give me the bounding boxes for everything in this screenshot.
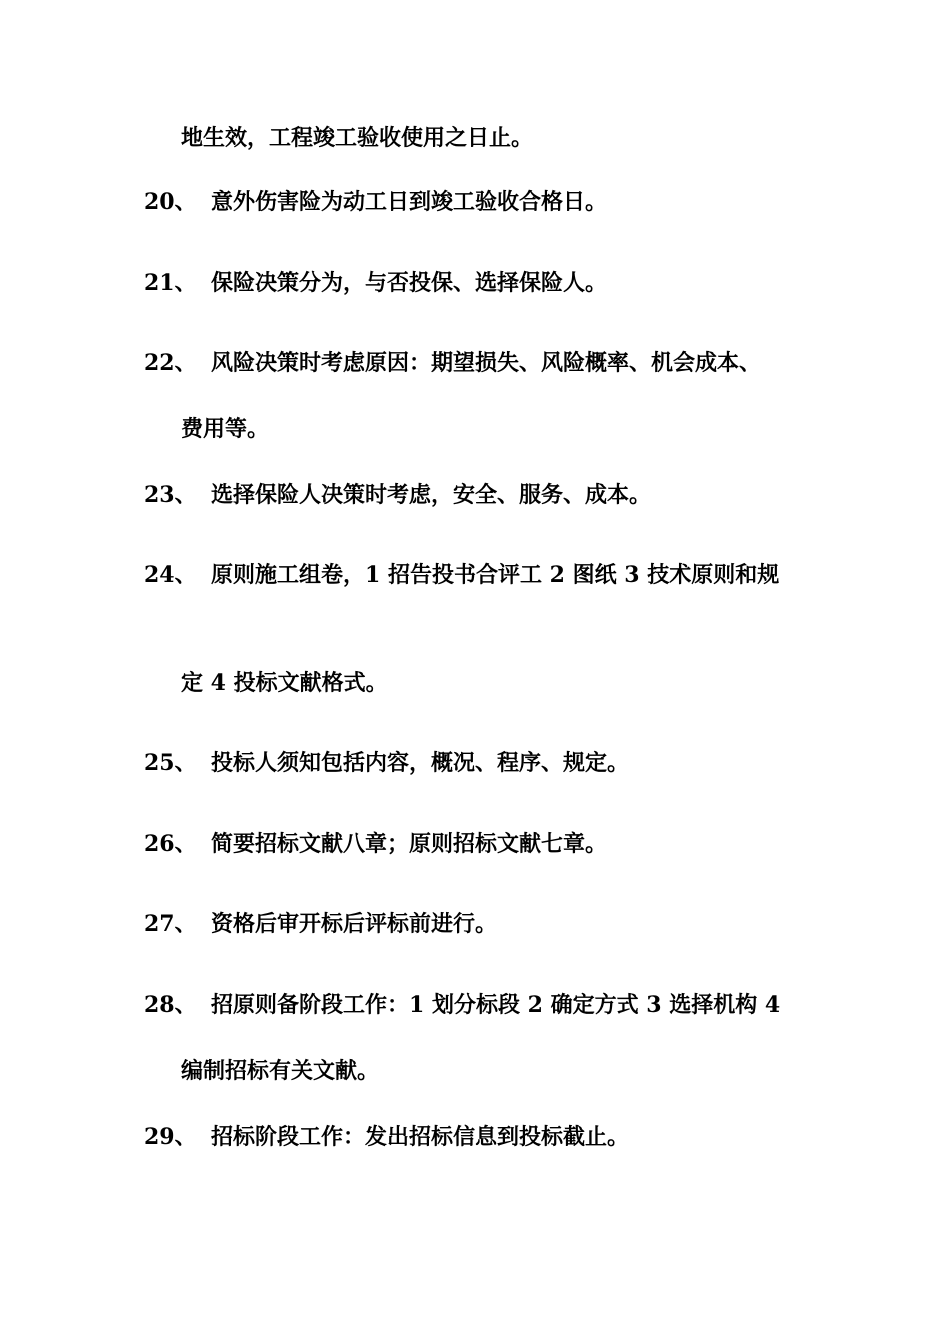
item-number: 27、 (144, 911, 197, 937)
item-number: 21、 (144, 270, 197, 296)
item-number: 26、 (144, 831, 197, 857)
item-number: 28、 (144, 992, 197, 1018)
paragraph-line: 招标阶段工作：发出招标信息到投标截止。 (211, 1124, 630, 1150)
item-number: 22、 (144, 350, 197, 376)
paragraph-line: 保险决策分为，与否投保、选择保险人。 (211, 270, 608, 296)
item-number: 29、 (144, 1124, 197, 1150)
paragraph-line: 选择保险人决策时考虑，安全、服务、成本。 (211, 482, 652, 508)
paragraph-line: 意外伤害险为动工日到竣工验收合格日。 (211, 189, 608, 215)
paragraph-line: 招原则备阶段工作：1 划分标段 2 确定方式 3 选择机构 4 (211, 992, 781, 1018)
paragraph-line: 地生效，工程竣工验收使用之日止。 (181, 125, 534, 151)
paragraph-line: 资格后审开标后评标前进行。 (211, 911, 498, 937)
paragraph-line: 费用等。 (181, 416, 270, 442)
paragraph-line: 编制招标有关文献。 (181, 1058, 380, 1084)
paragraph-line: 定 4 投标文献格式。 (181, 670, 388, 696)
item-number: 23、 (144, 482, 197, 508)
paragraph-line: 简要招标文献八章；原则招标文献七章。 (211, 831, 608, 857)
paragraph-line: 投标人须知包括内容，概况、程序、规定。 (211, 750, 630, 776)
item-number: 20、 (144, 189, 197, 215)
paragraph-line: 风险决策时考虑原因：期望损失、风险概率、机会成本、 (211, 350, 762, 376)
paragraph-line: 原则施工组卷，1 招告投书合评工 2 图纸 3 技术原则和规 (211, 562, 780, 588)
item-number: 24、 (144, 562, 197, 588)
item-number: 25、 (144, 750, 197, 776)
